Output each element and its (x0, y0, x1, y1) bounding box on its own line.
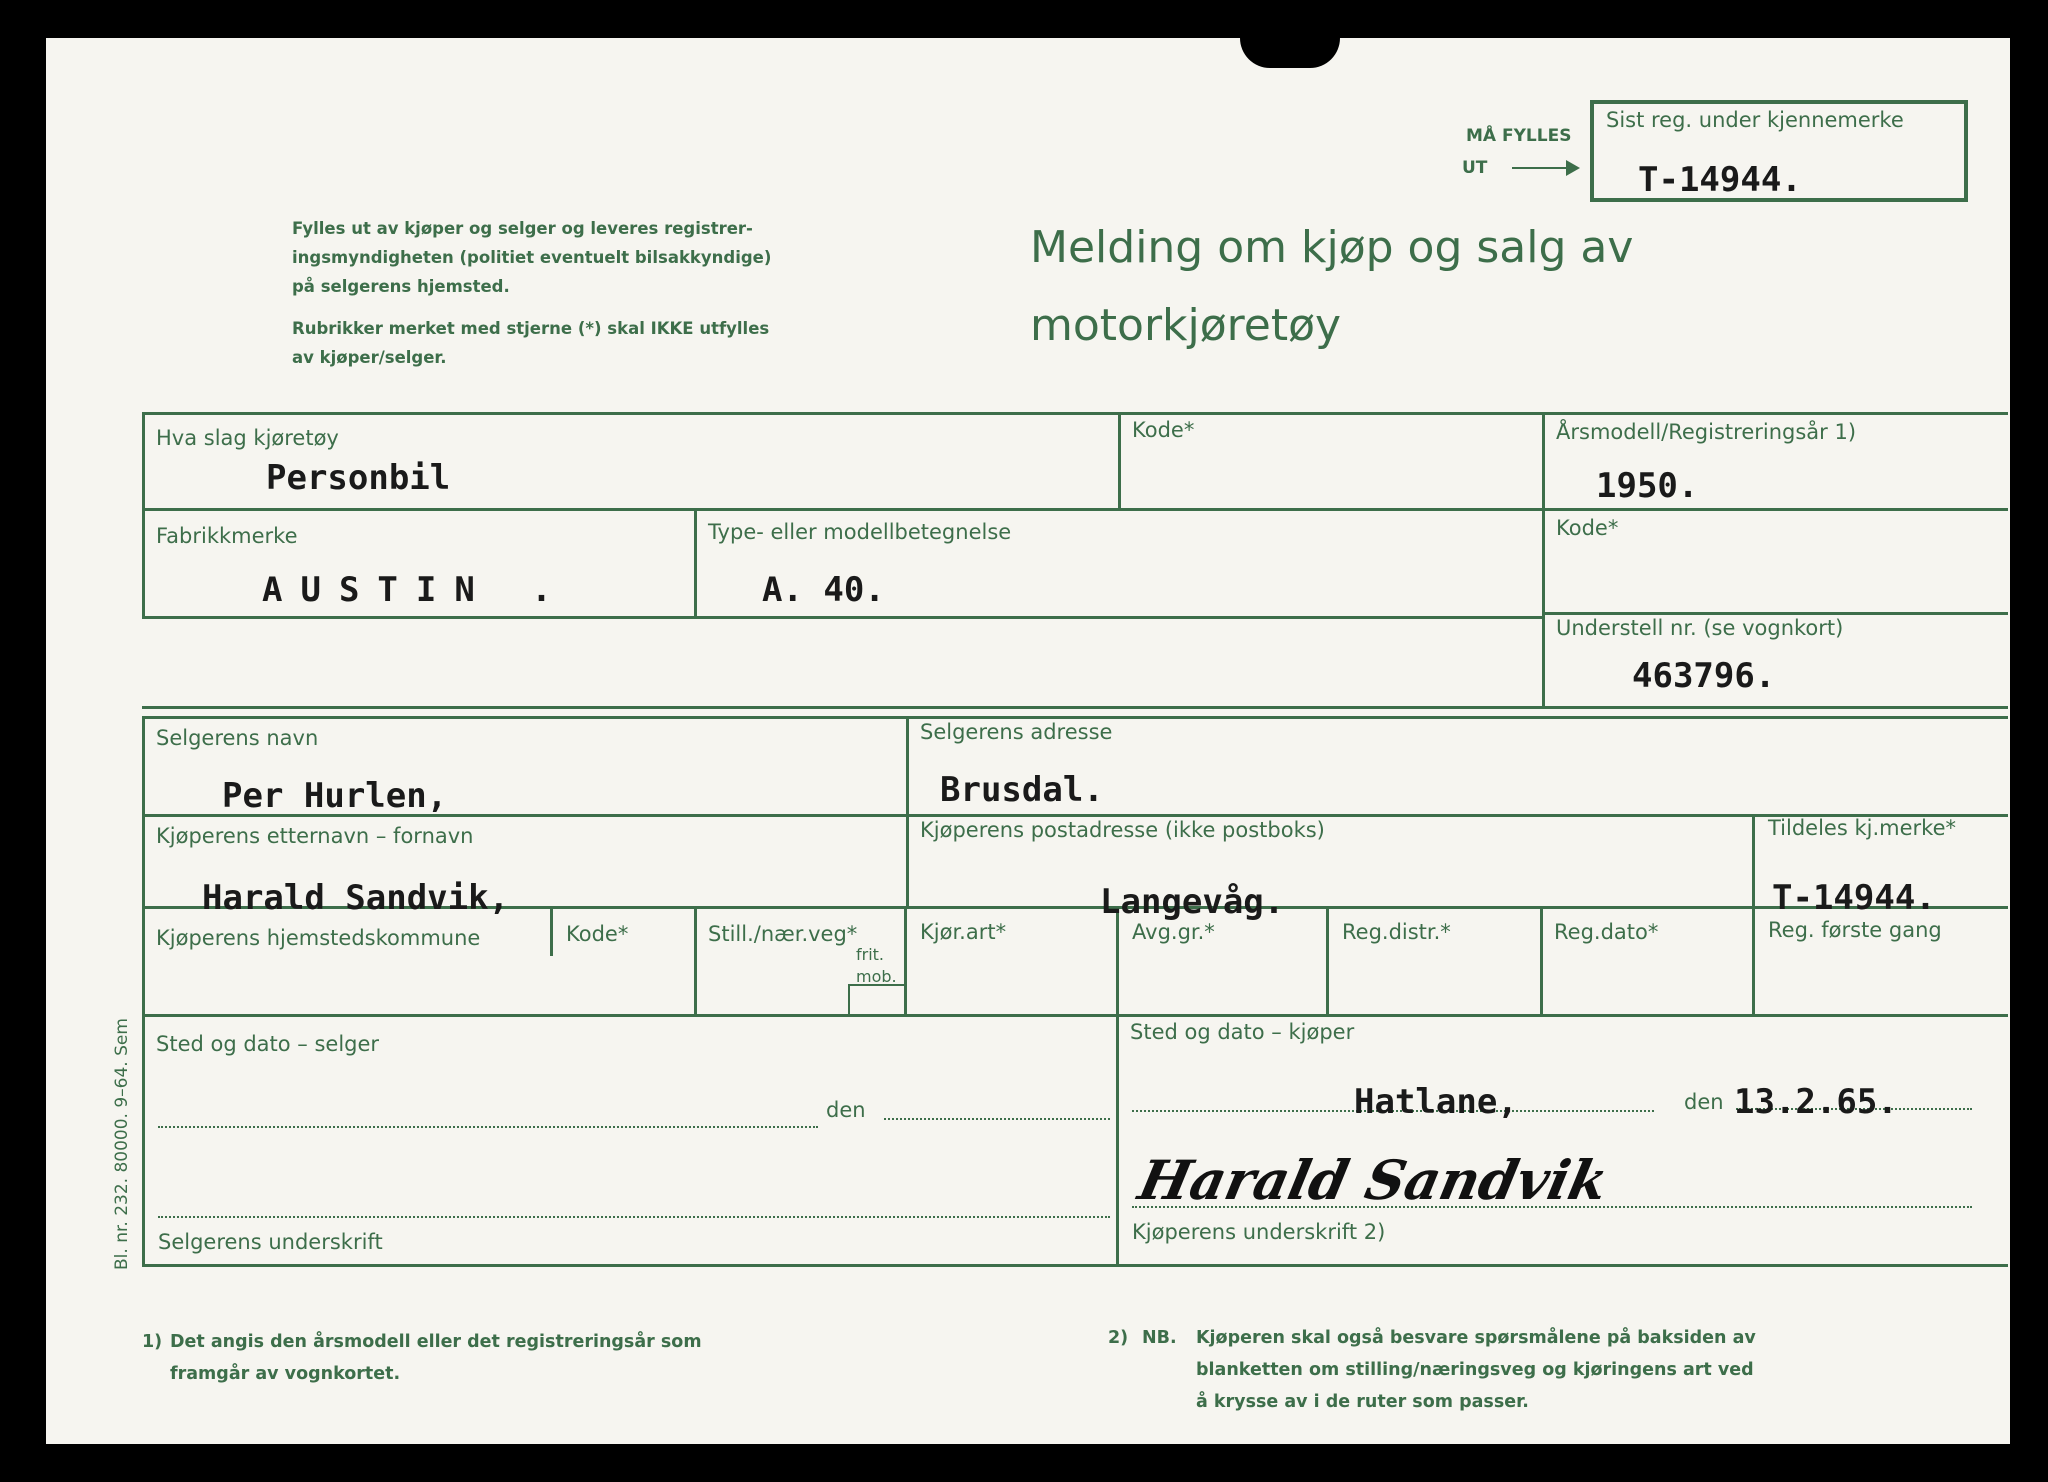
rule (142, 716, 145, 1266)
buyer-place-value[interactable]: Hatlane, (1354, 1082, 1518, 1122)
footnote-line: Det angis den årsmodell eller det registreringsår som (170, 1332, 702, 1352)
model-label: Type- eller modellbetegnelse (708, 520, 1012, 544)
instructions (292, 214, 771, 301)
municipality-label: Kjøperens hjemstedskommune (156, 926, 481, 950)
buyer-address-value[interactable]: Langevåg. (1100, 882, 1285, 922)
footnote-2 (1196, 1322, 1756, 1418)
footnote-1-number: 1) (142, 1332, 163, 1352)
form-number-side-text: Bl. nr. 232. 80000. 9–64. Sem (112, 1018, 132, 1270)
rule (142, 716, 2008, 719)
reg-date-label: Reg.dato* (1554, 920, 1659, 944)
make-label: Fabrikkmerke (156, 524, 298, 548)
buyer-den-label: den (1684, 1090, 1724, 1114)
buyer-name-value[interactable]: Harald Sandvik, (202, 878, 510, 918)
kode-label: Kode* (1132, 418, 1195, 442)
rule (142, 1014, 2008, 1017)
form-title-line2: motorkjøretøy (1030, 300, 1342, 351)
year-value[interactable]: 1950. (1596, 466, 1699, 506)
footnote-line: å krysse av i de ruter som passer. (1196, 1392, 1529, 1412)
rule (550, 906, 553, 956)
asterisk-note (292, 314, 769, 372)
paper-notch (1240, 38, 1340, 68)
reg-district-label: Reg.distr.* (1342, 920, 1451, 944)
kode2-label: Kode* (1556, 516, 1619, 540)
rule (142, 1264, 2008, 1267)
rule (848, 984, 850, 1014)
rule (694, 508, 697, 618)
seller-date-field[interactable] (884, 1118, 1110, 1120)
rule (1540, 906, 1543, 1014)
rule (1116, 906, 1119, 1266)
buyer-name-label: Kjøperens etternavn – fornavn (156, 824, 474, 848)
footnote-line: blanketten om stilling/næringsveg og kjøringens art ved (1196, 1360, 1754, 1380)
rule (906, 716, 909, 908)
rule (1542, 508, 2008, 511)
buyer-signature[interactable]: Harald Sandvik (1133, 1148, 1614, 1212)
seller-name-label: Selgerens navn (156, 726, 319, 750)
chassis-label: Understell nr. (se vognkort) (1556, 616, 1844, 640)
frit-text: frit. (856, 945, 885, 964)
assigned-plate-label: Tildeles kj.merke* (1768, 816, 1956, 840)
kode-label: Kode* (566, 922, 629, 946)
vehicle-type-label: Hva slag kjøretøy (156, 426, 339, 450)
buyer-address-label: Kjøperens postadresse (ikke postboks) (920, 818, 1325, 842)
instruction-line: ingsmyndigheten (politiet eventuelt bilsakkyndige) (292, 248, 772, 267)
model-value[interactable]: A. 40. (762, 570, 885, 610)
driving-type-label: Kjør.art* (920, 920, 1007, 944)
make-value[interactable]: AUSTIN . (262, 570, 570, 610)
seller-address-label: Selgerens adresse (920, 720, 1113, 744)
rule (1542, 412, 1545, 706)
first-reg-label: Reg. første gang (1768, 918, 1942, 942)
instruction-line: på selgerens hjemsted. (292, 277, 510, 296)
rule (142, 412, 145, 618)
seller-sign-label: Selgerens underskrift (158, 1230, 383, 1254)
buyer-place-label: Sted og dato – kjøper (1130, 1020, 1355, 1044)
rule (694, 906, 697, 1014)
rule (904, 906, 907, 1014)
reg-box-value[interactable]: T-14944. (1638, 160, 1802, 200)
ut-label: UT (1462, 158, 1488, 178)
footnote-2-number: 2) (1108, 1328, 1129, 1348)
ma-fylles-label: MÅ FYLLES (1466, 126, 1572, 146)
den-label: den (826, 1098, 866, 1122)
assigned-plate-value[interactable]: T-14944. (1772, 878, 1936, 918)
chassis-value[interactable]: 463796. (1632, 656, 1776, 696)
rule (142, 412, 2008, 415)
seller-place-field[interactable] (158, 1126, 818, 1128)
buyer-sign-label: Kjøperens underskrift 2) (1132, 1220, 1386, 1244)
frit-mob-label (856, 944, 897, 988)
footnote-line: Kjøperen skal også besvare spørsmålene på baksiden av (1196, 1328, 1756, 1348)
footnote-line: framgår av vognkortet. (170, 1364, 401, 1384)
buyer-signature-field[interactable] (1132, 1206, 1972, 1208)
note-line: Rubrikker merket med stjerne (*) skal IKKE utfylles (292, 319, 770, 338)
mob-text: mob. (856, 967, 897, 986)
instruction-line: Fylles ut av kjøper og selger og leveres registrer- (292, 219, 753, 238)
tax-group-label: Avg.gr.* (1132, 920, 1215, 944)
form-title-line1: Melding om kjøp og salg av (1030, 222, 1634, 273)
rule (1326, 906, 1329, 1014)
year-label: Årsmodell/Registreringsår 1) (1556, 420, 1857, 444)
note-line: av kjøper/selger. (292, 348, 447, 367)
rule (142, 706, 2008, 709)
occupation-label: Still./nær.veg* (708, 922, 858, 946)
seller-signature-field[interactable] (158, 1216, 1110, 1218)
rule (142, 616, 1542, 619)
rule (1542, 612, 2008, 615)
seller-place-label: Sted og dato – selger (156, 1032, 380, 1056)
arrow-icon (1512, 167, 1578, 169)
footnote-1 (170, 1326, 702, 1390)
rule (1118, 412, 1121, 508)
seller-name-value[interactable]: Per Hurlen, (222, 776, 448, 816)
seller-address-value[interactable]: Brusdal. (940, 770, 1104, 810)
buyer-date-value[interactable]: 13.2.65. (1734, 1082, 1898, 1122)
vehicle-type-value[interactable]: Personbil (266, 458, 451, 498)
footnote-2-nb: NB. (1142, 1328, 1177, 1348)
rule (142, 508, 1542, 511)
rule (1752, 814, 1755, 1014)
reg-box-label: Sist reg. under kjennemerke (1606, 108, 1904, 132)
